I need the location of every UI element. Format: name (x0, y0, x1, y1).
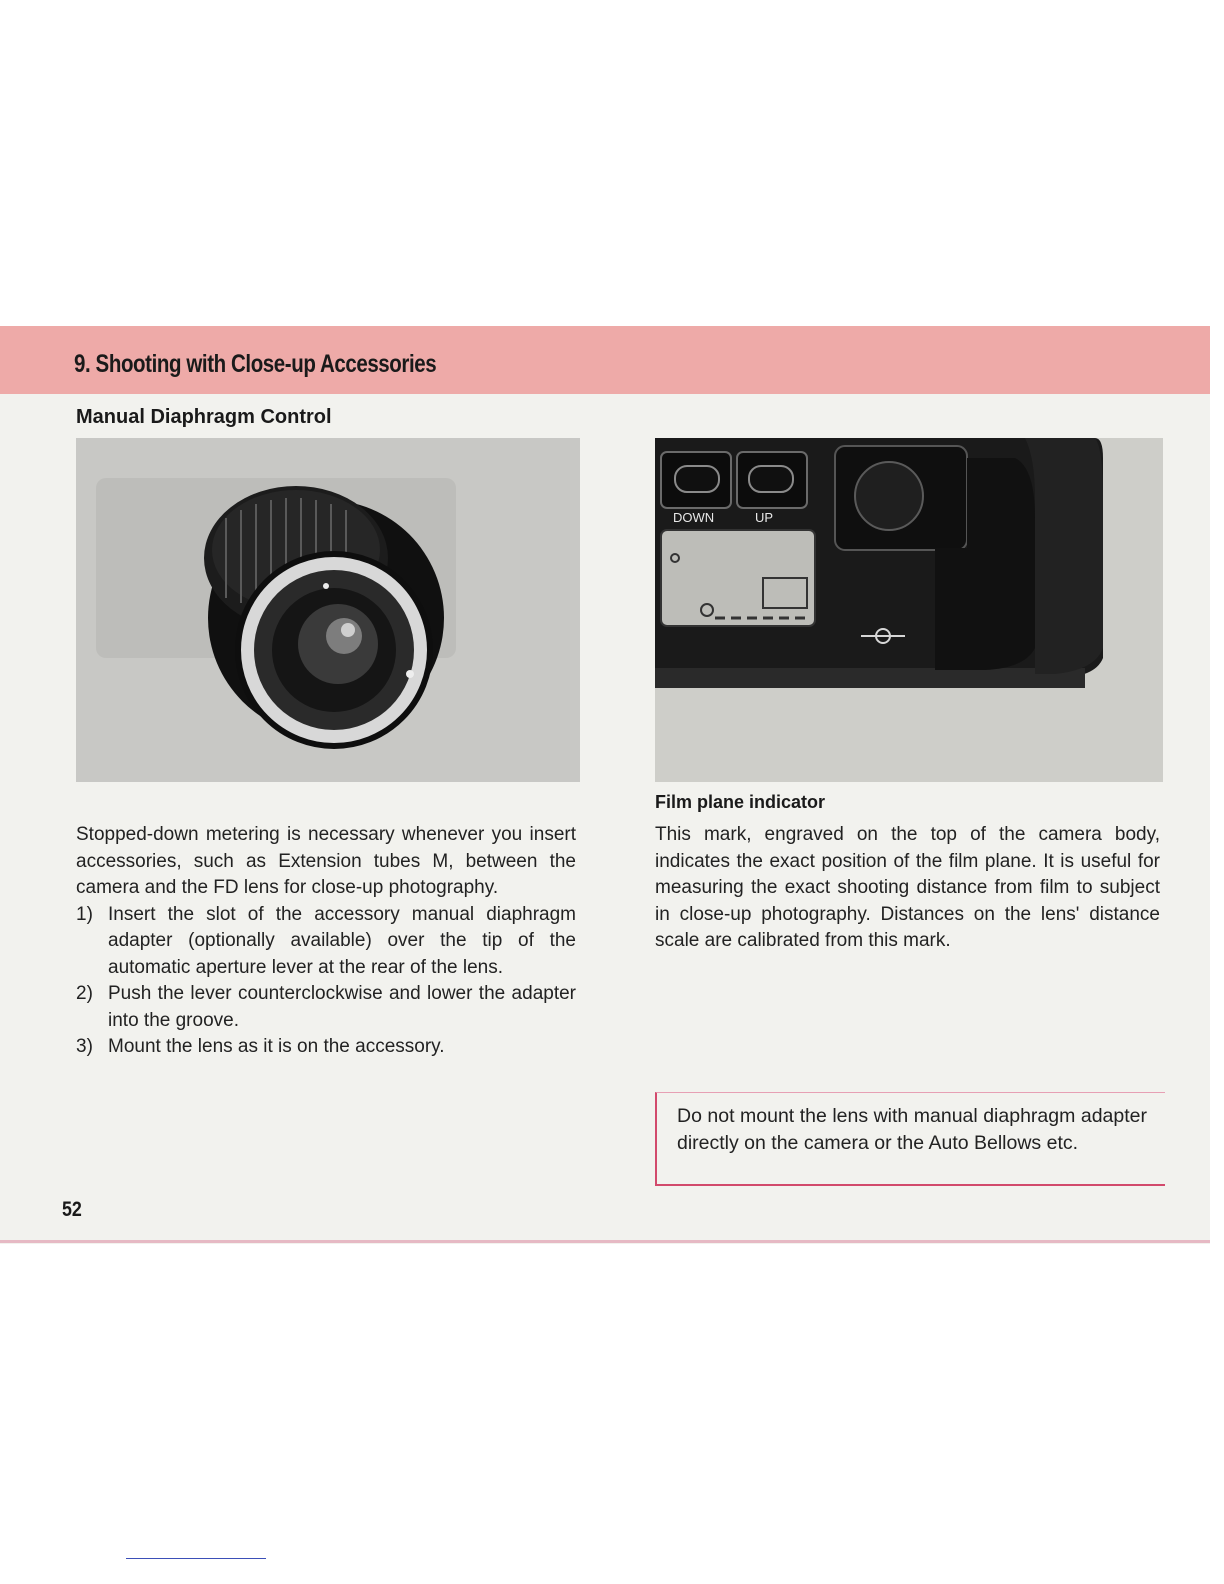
down-button-label: DOWN (673, 510, 715, 525)
list-item (76, 902, 576, 982)
photo-caption: Film plane indicator (655, 792, 826, 812)
step-number: 1) (76, 903, 93, 925)
step-text: Insert the slot of the accessory manual diaphragm adapter (optionally available) over the tip of the automatic aperture lever at the rear of the lens. (108, 903, 576, 978)
steps-list (76, 902, 576, 1061)
caution-note-box (655, 1092, 1165, 1186)
up-button-label: UP (755, 510, 774, 525)
list-item (76, 1034, 576, 1061)
footer-divider (126, 1558, 266, 1559)
step-text: Mount the lens as it is on the accessory. (108, 1036, 445, 1057)
section-title: 9. Shooting with Close-up Accessories (74, 350, 437, 378)
film-plane-paragraph: This mark, engraved on the top of the camera body, indicates the exact position of the film plane. It is useful for measuring the exact shooting distance from film to subject in close-up photography. Distances on the lens' distance scale are calibrated from this mark. (655, 824, 1160, 951)
manual-page (0, 326, 1210, 1244)
right-column-text (655, 822, 1160, 955)
list-item (76, 981, 576, 1034)
step-text: Push the lever counterclockwise and lower the adapter into the groove. (108, 983, 576, 1031)
intro-paragraph: Stopped-down metering is necessary whenever you insert accessories, such as Extension tubes M, between the camera and the FD lens for close-up photography. (76, 824, 576, 898)
lens-photo (76, 438, 580, 782)
left-column-text (76, 822, 576, 1061)
page-number: 52 (62, 1198, 82, 1221)
step-number: 3) (76, 1036, 93, 1057)
step-number: 2) (76, 983, 93, 1004)
camera-top-photo (655, 438, 1163, 782)
section-header-band (0, 326, 1210, 394)
subheading: Manual Diaphragm Control (76, 406, 332, 428)
bottom-divider (0, 1240, 1210, 1243)
caution-note-text: Do not mount the lens with manual diaphragm adapter directly on the camera or the Auto Bellows etc. (677, 1105, 1147, 1154)
